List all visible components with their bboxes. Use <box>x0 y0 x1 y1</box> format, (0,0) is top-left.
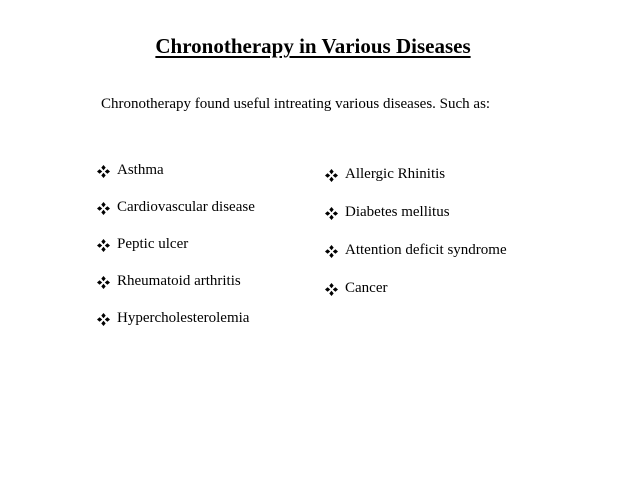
list-item-label: Diabetes mellitus <box>345 204 450 220</box>
list-item <box>325 204 507 242</box>
list-item-label: Attention deficit syndrome <box>345 242 507 258</box>
list-item <box>97 273 255 310</box>
disease-list-right <box>325 166 507 318</box>
four-diamond-bullet-icon <box>97 239 110 252</box>
list-item <box>97 199 255 236</box>
list-item-label: Allergic Rhinitis <box>345 166 446 182</box>
list-item <box>325 242 507 280</box>
list-item <box>97 236 255 273</box>
slide-title: Chronotherapy in Various Diseases <box>155 34 471 58</box>
intro-text: Chronotherapy found useful intreating various diseases. Such as: <box>101 96 491 112</box>
list-item <box>325 280 507 318</box>
list-item-label: Asthma <box>117 162 164 178</box>
four-diamond-bullet-icon <box>97 165 110 178</box>
four-diamond-bullet-icon <box>97 313 110 326</box>
list-item <box>325 166 507 204</box>
list-item-label: Cardiovascular disease <box>117 199 255 215</box>
list-item-label: Cancer <box>345 280 388 296</box>
four-diamond-bullet-icon <box>97 202 110 215</box>
list-item <box>97 310 255 347</box>
four-diamond-bullet-icon <box>325 169 338 182</box>
four-diamond-bullet-icon <box>325 245 338 258</box>
list-item <box>97 162 255 199</box>
list-item-label: Hypercholesterolemia <box>117 310 250 326</box>
list-item-label: Rheumatoid arthritis <box>117 273 241 289</box>
four-diamond-bullet-icon <box>325 283 338 296</box>
four-diamond-bullet-icon <box>325 207 338 220</box>
disease-list-left <box>97 162 255 347</box>
list-item-label: Peptic ulcer <box>117 236 189 252</box>
four-diamond-bullet-icon <box>97 276 110 289</box>
